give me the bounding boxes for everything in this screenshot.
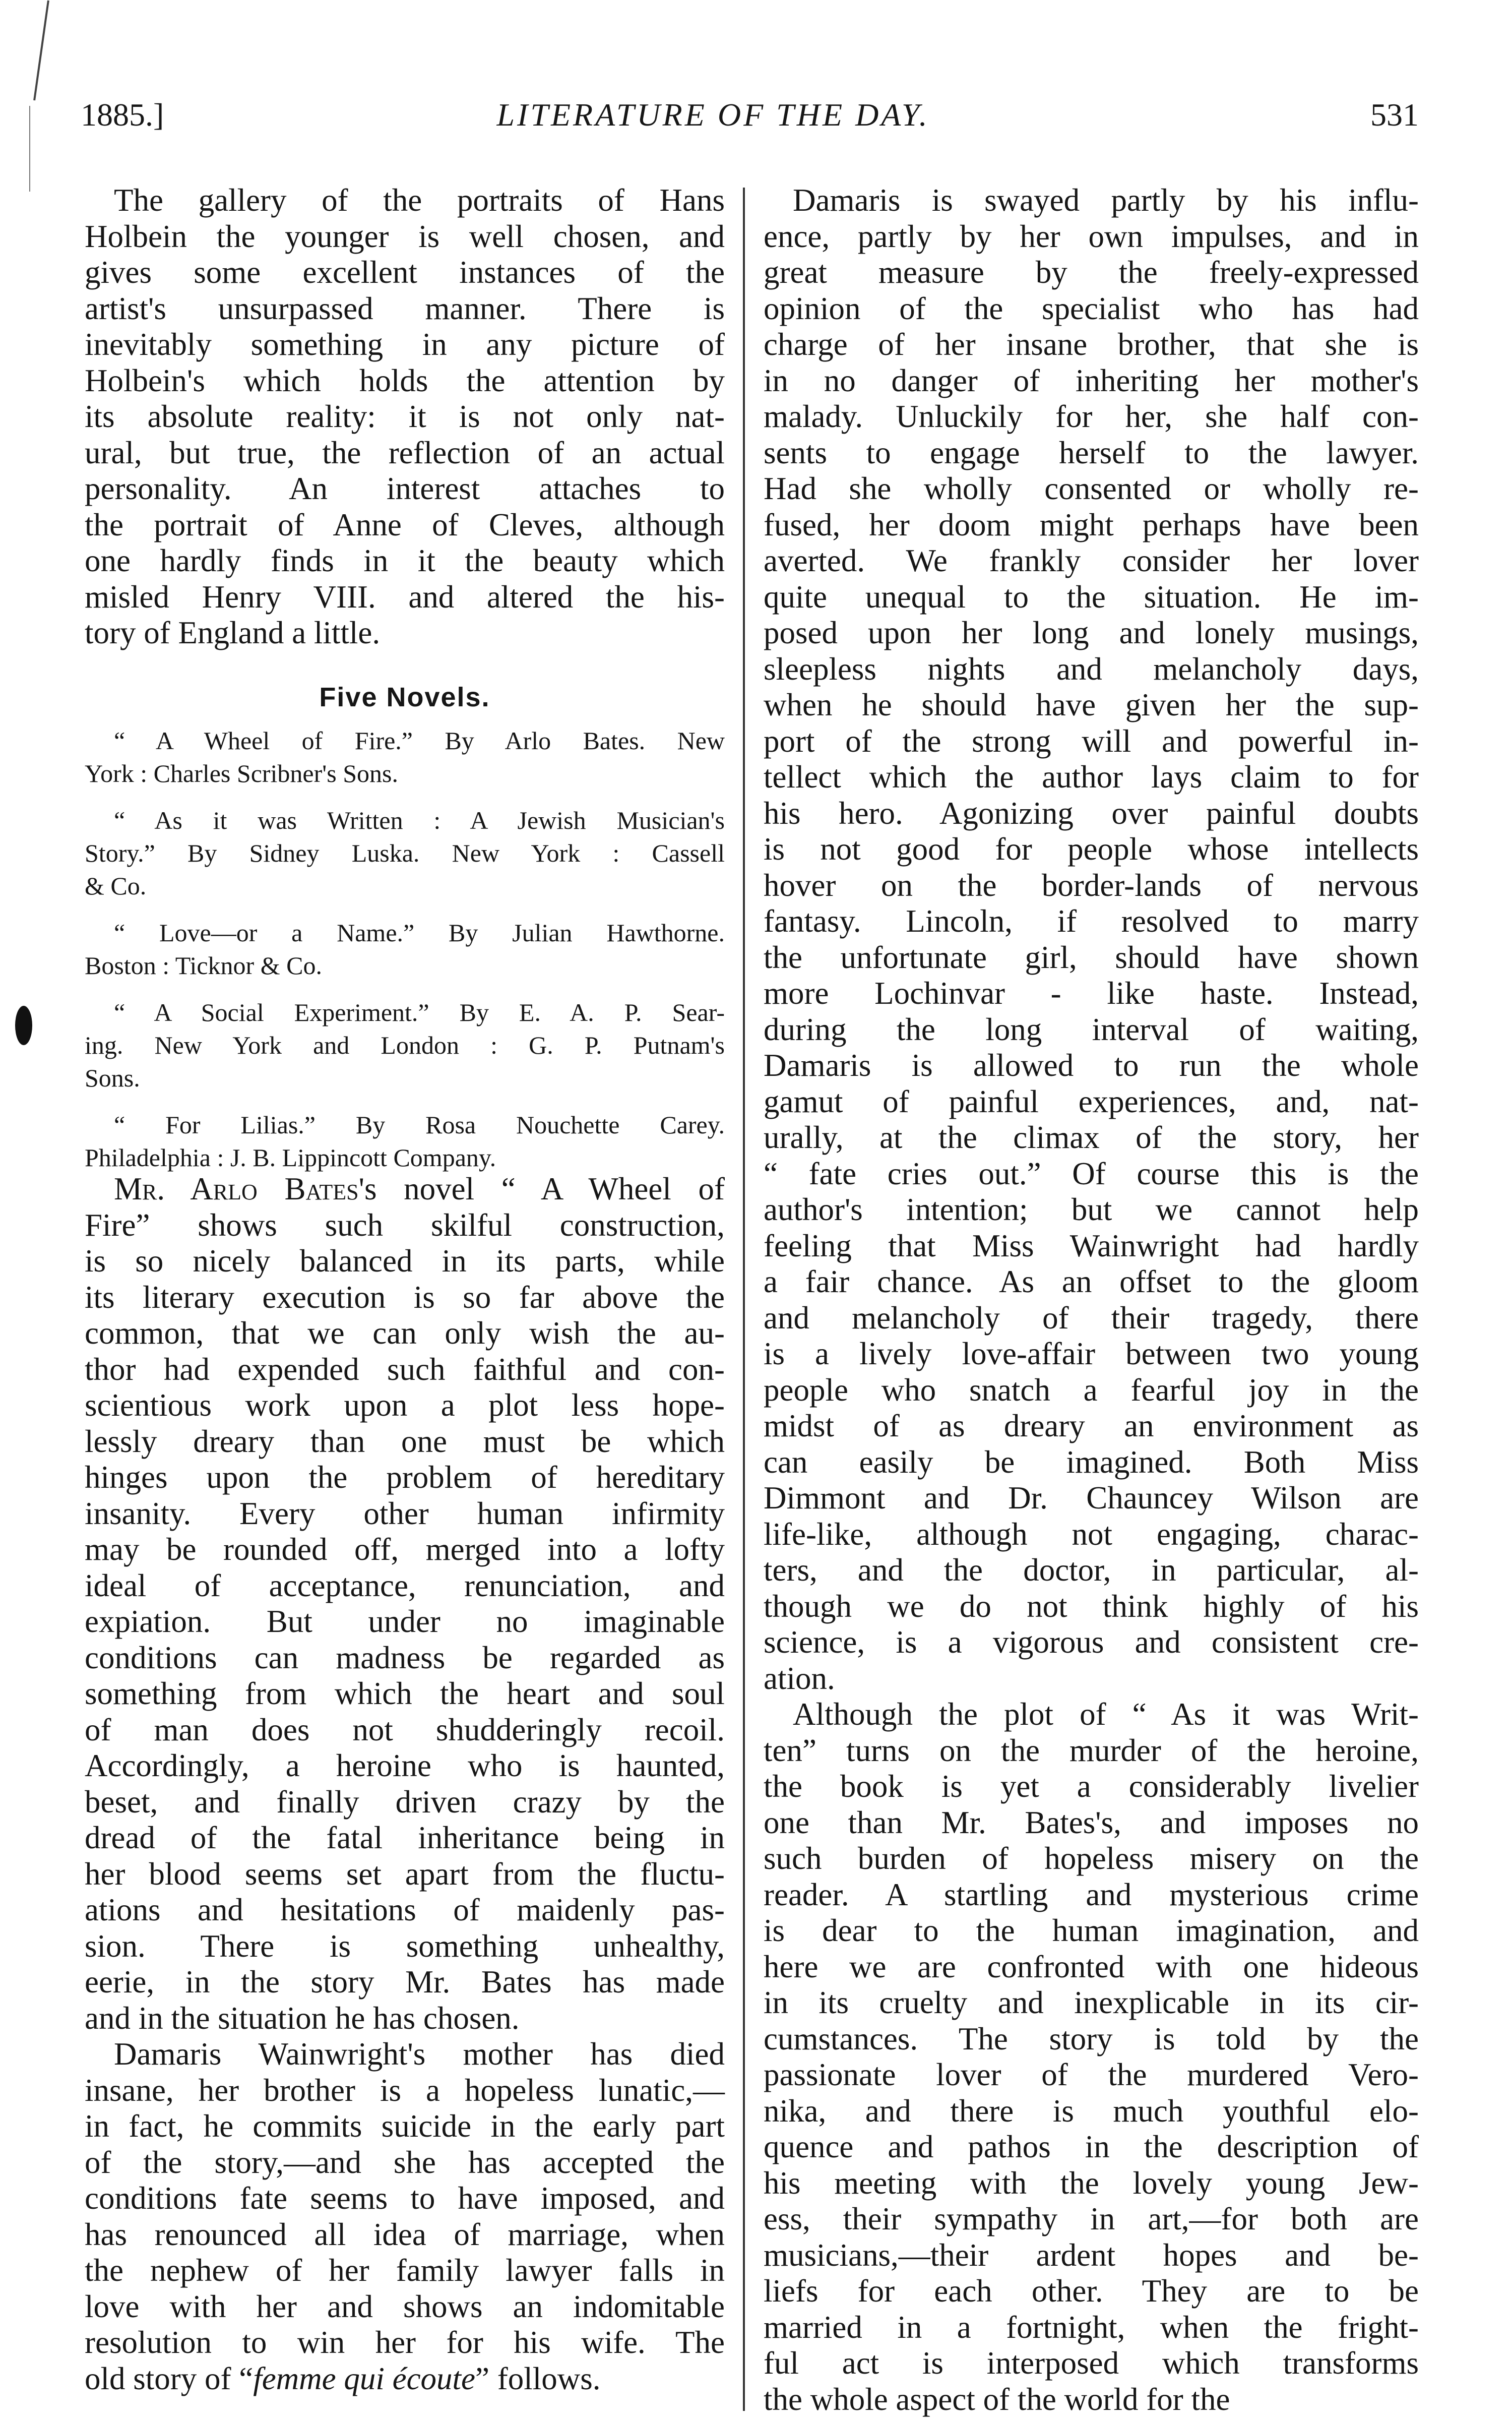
right-column-review bbox=[764, 183, 1419, 2417]
text-segment: 's novel “ A Wheel of bbox=[358, 1171, 725, 1206]
text-line: during the long interval of waiting, bbox=[764, 1011, 1419, 1047]
text-line: of man does not shudderingly recoil. bbox=[85, 1712, 725, 1747]
text-line: lessly dreary than one must be which bbox=[85, 1423, 725, 1459]
text-line: his hero. Agonizing over painful doubts bbox=[764, 795, 1419, 831]
text-line: here we are confronted with one hideous bbox=[764, 1949, 1419, 1984]
text-line: ence, partly by her own impulses, and in bbox=[764, 218, 1419, 254]
text-line: Dimmont and Dr. Chauncey Wilson are bbox=[764, 1480, 1419, 1516]
italic-text: femme qui écoute bbox=[253, 2361, 476, 2396]
text-line: port of the strong will and powerful in- bbox=[764, 723, 1419, 759]
text-line: expiation. But under no imaginable bbox=[85, 1604, 725, 1639]
citation-line: ing. New York and London : G. P. Putnam's bbox=[85, 1031, 725, 1059]
text-line: has renounced all idea of marriage, when bbox=[85, 2216, 725, 2252]
text-line: common, that we can only wish the au- bbox=[85, 1315, 725, 1351]
pencil-mark bbox=[33, 1, 49, 101]
text-line: one than Mr. Bates's, and imposes no bbox=[764, 1804, 1419, 1840]
text-line: is dear to the human imagination, and bbox=[764, 1913, 1419, 1948]
text-line: Fire” shows such skilful construction, bbox=[85, 1207, 725, 1243]
text-line: “ fate cries out.” Of course this is the bbox=[764, 1156, 1419, 1191]
text-line: quence and pathos in the description of bbox=[764, 2129, 1419, 2164]
text-line: in its cruelty and inexplicable in its cir- bbox=[764, 1985, 1419, 2020]
text-line: insanity. Every other human infirmity bbox=[85, 1495, 725, 1531]
text-line: Holbein's which holds the attention by bbox=[85, 362, 725, 398]
text-line: cumstances. The story is told by the bbox=[764, 2021, 1419, 2056]
text-line: love with her and shows an indomitable bbox=[85, 2288, 725, 2324]
text-line: eerie, in the story Mr. Bates has made bbox=[85, 1964, 725, 2000]
text-line: dread of the fatal inheritance being in bbox=[85, 1820, 725, 1855]
book-citations bbox=[85, 724, 725, 1188]
text-line: hinges upon the problem of hereditary bbox=[85, 1460, 725, 1495]
citation-line: “ A Wheel of Fire.” By Arlo Bates. New bbox=[114, 727, 725, 755]
text-line bbox=[85, 1171, 725, 1207]
text-line: reader. A startling and mysterious crime bbox=[764, 1877, 1419, 1912]
text-line: married in a fortnight, when the fright- bbox=[764, 2309, 1419, 2345]
text-line: the nephew of her family lawyer falls in bbox=[85, 2253, 725, 2288]
text-line: inevitably something in any picture of bbox=[85, 327, 725, 362]
text-line: hover on the border-lands of nervous bbox=[764, 867, 1419, 903]
text-line: sleepless nights and melancholy days, bbox=[764, 651, 1419, 687]
text-line: Accordingly, a heroine who is haunted, bbox=[85, 1748, 725, 1783]
citation-line: Philadelphia : J. B. Lippincott Company. bbox=[85, 1143, 496, 1172]
text-line: ideal of acceptance, renunciation, and bbox=[85, 1567, 725, 1603]
text-line: conditions can madness be regarded as bbox=[85, 1640, 725, 1675]
text-line: artist's unsurpassed manner. There is bbox=[85, 290, 725, 326]
citation-entry bbox=[85, 724, 725, 790]
text-line: fantasy. Lincoln, if resolved to marry bbox=[764, 903, 1419, 939]
text-line: the whole aspect of the world for the bbox=[764, 2381, 1230, 2417]
text-line: musicians,—their ardent hopes and be- bbox=[764, 2237, 1419, 2273]
text-line: something from which the heart and soul bbox=[85, 1676, 725, 1711]
text-line: insane, her brother is a hopeless lunatic,— bbox=[85, 2072, 725, 2108]
text-line: opinion of the specialist who has had bbox=[764, 290, 1419, 326]
text-line: beset, and finally driven crazy by the bbox=[85, 1784, 725, 1820]
text-line: feeling that Miss Wainwright had hardly bbox=[764, 1228, 1419, 1263]
citation-line: York : Charles Scribner's Sons. bbox=[85, 759, 398, 788]
text-line: ations and hesitations of maidenly pas- bbox=[85, 1892, 725, 1927]
text-line: is not good for people whose intellects bbox=[764, 831, 1419, 867]
citation-entry bbox=[85, 996, 725, 1095]
citation-line: Boston : Ticknor & Co. bbox=[85, 951, 322, 980]
text-line: more Lochinvar - like haste. Instead, bbox=[764, 976, 1419, 1011]
text-line: the book is yet a considerably livelier bbox=[764, 1769, 1419, 1804]
text-segment: old story of “ bbox=[85, 2361, 254, 2396]
text-line bbox=[85, 2361, 725, 2397]
text-line: ural, but true, the reflection of an actual bbox=[85, 435, 725, 470]
text-line: though we do not think highly of his bbox=[764, 1588, 1419, 1624]
text-line: malady. Unluckily for her, she half con- bbox=[764, 399, 1419, 434]
text-line: posed upon her long and lonely musings, bbox=[764, 615, 1419, 650]
header-year: 1885.] bbox=[81, 97, 164, 133]
text-line: Holbein the younger is well chosen, and bbox=[85, 218, 725, 254]
text-line: in fact, he commits suicide in the early part bbox=[85, 2108, 725, 2144]
citation-line: “ A Social Experiment.” By E. A. P. Sear- bbox=[114, 998, 725, 1026]
text-segment: ” follows. bbox=[475, 2361, 601, 2396]
text-line: her blood seems set apart from the fluctu- bbox=[85, 1856, 725, 1892]
text-line: ters, and the doctor, in particular, al- bbox=[764, 1552, 1419, 1588]
text-line: when he should have given her the sup- bbox=[764, 687, 1419, 722]
text-line: Had she wholly consented or wholly re- bbox=[764, 471, 1419, 506]
text-line: averted. We frankly consider her lover bbox=[764, 543, 1419, 578]
text-line: gamut of painful experiences, and, nat- bbox=[764, 1083, 1419, 1119]
text-line: nika, and there is much youthful elo- bbox=[764, 2093, 1419, 2129]
citation-line: “ Love—or a Name.” By Julian Hawthorne. bbox=[114, 919, 725, 947]
text-line: in no danger of inheriting her mother's bbox=[764, 362, 1419, 398]
left-column-intro bbox=[85, 183, 725, 651]
citation-entry bbox=[85, 804, 725, 902]
text-line: sion. There is something unhealthy, bbox=[85, 1928, 725, 1964]
text-line: Damaris is swayed partly by his influ- bbox=[793, 183, 1419, 218]
text-line: life-like, although not engaging, charac- bbox=[764, 1516, 1419, 1552]
text-line: resolution to win her for his wife. The bbox=[85, 2325, 725, 2360]
text-line: author's intention; but we cannot help bbox=[764, 1192, 1419, 1227]
small-caps-text: Mr. Arlo Bates bbox=[114, 1171, 359, 1206]
text-line: misled Henry VIII. and altered the his- bbox=[85, 579, 725, 615]
text-line: may be rounded off, merged into a lofty bbox=[85, 1532, 725, 1567]
text-line: is a lively love-affair between two young bbox=[764, 1336, 1419, 1371]
text-line: scientious work upon a plot less hope- bbox=[85, 1387, 725, 1423]
text-line: sents to engage herself to the lawyer. bbox=[764, 435, 1419, 470]
text-line: the unfortunate girl, should have shown bbox=[764, 939, 1419, 975]
text-line: the portrait of Anne of Cleves, although bbox=[85, 507, 725, 542]
column-divider bbox=[743, 188, 745, 2411]
text-line: Damaris Wainwright's mother has died bbox=[114, 2036, 725, 2072]
section-heading: Five Novels. bbox=[319, 682, 490, 712]
text-line: liefs for each other. They are to be bbox=[764, 2273, 1419, 2309]
text-line: great measure by the freely-expressed bbox=[764, 255, 1419, 290]
text-line: quite unequal to the situation. He im- bbox=[764, 579, 1419, 615]
text-line: tory of England a little. bbox=[85, 615, 381, 650]
text-line: his meeting with the lovely young Jew- bbox=[764, 2165, 1419, 2201]
text-line: Although the plot of “ As it was Writ- bbox=[793, 1697, 1419, 1732]
text-line: gives some excellent instances of the bbox=[85, 255, 725, 290]
text-line: is so nicely balanced in its parts, while bbox=[85, 1243, 725, 1279]
text-line: its literary execution is so far above the bbox=[85, 1279, 725, 1315]
running-title: LITERATURE OF THE DAY. bbox=[496, 97, 930, 133]
citation-line: “ For Lilias.” By Rosa Nouchette Carey. bbox=[114, 1111, 725, 1139]
text-line: one hardly finds in it the beauty which bbox=[85, 543, 725, 578]
text-line: midst of as dreary an environment as bbox=[764, 1408, 1419, 1443]
citation-line: Story.” By Sidney Luska. New York : Cassell bbox=[85, 839, 725, 867]
text-line: people who snatch a fearful joy in the bbox=[764, 1372, 1419, 1408]
text-line: ation. bbox=[764, 1660, 835, 1696]
text-line: and melancholy of their tragedy, there bbox=[764, 1300, 1419, 1336]
text-line: can easily be imagined. Both Miss bbox=[764, 1444, 1419, 1480]
text-line: fused, her doom might perhaps have been bbox=[764, 507, 1419, 542]
text-line: science, is a vigorous and consistent cre- bbox=[764, 1624, 1419, 1660]
text-line: such burden of hopeless misery on the bbox=[764, 1841, 1419, 1876]
text-line: of the story,—and she has accepted the bbox=[85, 2144, 725, 2180]
ink-blot bbox=[15, 1006, 32, 1045]
text-line: The gallery of the portraits of Hans bbox=[114, 183, 725, 218]
page-number: 531 bbox=[1370, 97, 1419, 133]
text-line: conditions fate seems to have imposed, and bbox=[85, 2181, 725, 2216]
citation-line: Sons. bbox=[85, 1064, 140, 1092]
text-line: personality. An interest attaches to bbox=[85, 471, 725, 506]
citation-entry bbox=[85, 917, 725, 982]
text-line: Damaris is allowed to run the whole bbox=[764, 1048, 1419, 1083]
text-line: tellect which the author lays claim to for bbox=[764, 759, 1419, 795]
citation-line: & Co. bbox=[85, 872, 147, 900]
left-column-review bbox=[85, 1171, 725, 2397]
citation-entry bbox=[85, 1109, 725, 1174]
citation-line: “ As it was Written : A Jewish Musician's bbox=[114, 806, 725, 834]
text-line: and in the situation he has chosen. bbox=[85, 2000, 520, 2036]
text-line: charge of her insane brother, that she is bbox=[764, 327, 1419, 362]
text-line: thor had expended such faithful and con- bbox=[85, 1351, 725, 1387]
text-line: its absolute reality: it is not only nat- bbox=[85, 399, 725, 434]
text-line: passionate lover of the murdered Vero- bbox=[764, 2057, 1419, 2092]
text-line: urally, at the climax of the story, her bbox=[764, 1120, 1419, 1155]
text-line: ful act is interposed which transforms bbox=[764, 2345, 1419, 2381]
text-line: ten” turns on the murder of the heroine, bbox=[764, 1732, 1419, 1768]
text-line: a fair chance. As an offset to the gloom bbox=[764, 1264, 1419, 1299]
text-line: ess, their sympathy in art,—for both are bbox=[764, 2201, 1419, 2236]
